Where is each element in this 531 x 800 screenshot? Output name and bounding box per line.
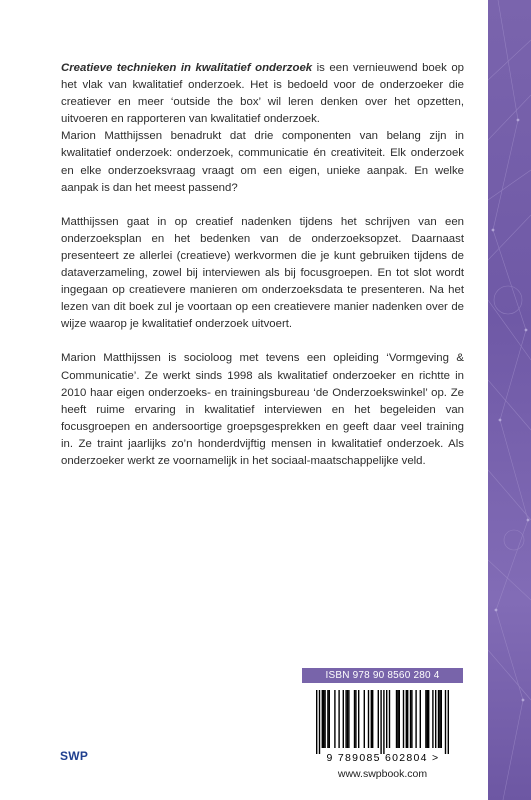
barcode-bar <box>420 690 421 748</box>
barcode-bar <box>316 690 317 754</box>
barcode-bar <box>348 690 349 748</box>
barcode-bar <box>427 690 428 748</box>
blurb-paragraph-content: Matthijssen gaat in op creatief nadenken tijdens het schrijven van een onderzoeksplan en het bedenken van de onderzoeksopzet. Daarnaast presenteert ze allerlei (creatieve) werkvormen die je kunt gebruiken tijdens de dataverzameling, zowel bij interviewen als bij focusgroepen. En tot slot wordt ingegaan op creatievere manieren om onderzoeksdata te presenteren. Na het lezen van dit boek zul je voortaan op een creatievere manier nadenken over de wijze waarop je kwalitatief onderzoek uitvoert. <box>61 215 464 331</box>
barcode-bar <box>380 690 381 754</box>
publisher-logo: SWP <box>60 749 89 763</box>
barcode-bar <box>345 690 346 748</box>
barcode-bar <box>334 690 335 748</box>
barcode-bar <box>338 690 339 748</box>
barcode-bar <box>410 690 411 748</box>
barcode-bar <box>403 690 404 748</box>
barcode-bar <box>438 690 439 748</box>
barcode-bar <box>435 690 436 748</box>
barcode-bar <box>347 690 348 748</box>
barcode-bar <box>439 690 440 748</box>
barcode-bar <box>425 690 426 748</box>
barcode-bar <box>415 690 416 748</box>
barcode-bar <box>428 690 429 748</box>
barcode-bar <box>407 690 408 748</box>
spine-band <box>488 0 531 800</box>
barcode-bar <box>319 690 320 754</box>
barcode-bar <box>399 690 400 748</box>
barcode-bar <box>327 690 328 748</box>
author-bio: Marion Matthijssen is socioloog met tevens een opleiding ‘Vormgeving & Communicatie’. Ze werkt sinds 1998 als kwalitatief onderzoeker en richtte in 2010 haar eigen onderzoeks- en trainingsbureau ‘de Onderzoekswinkel’ op. Ze heeft ruime ervaring in kwalitatief interviewen en het begeleiden van focusgroepen en andersoortige groepsgesprekken en geeft daar veel training in. Ze traint jaarlijks zo’n honderdvijftig mensen in kwalitatief onderzoek. Als onderzoeker werkt ze voornamelijk in het sociaal-maatschappelijke veld. <box>61 352 464 467</box>
barcode-bar <box>368 690 369 748</box>
spine-pattern <box>488 0 531 800</box>
barcode-bar <box>354 690 355 748</box>
barcode-bar <box>441 690 442 748</box>
isbn-label: ISBN 978 90 8560 280 4 <box>302 668 463 683</box>
barcode <box>302 686 464 766</box>
barcode-digits: 9 789085 602804 > <box>326 752 440 764</box>
barcode-bar <box>386 690 387 748</box>
barcode-bar <box>448 690 449 754</box>
barcode-bar <box>371 690 372 748</box>
barcode-bar <box>432 690 433 748</box>
barcode-bar <box>411 690 412 748</box>
barcode-bar <box>396 690 397 748</box>
blurb-paragraph-components: Marion Matthijssen benadrukt dat drie componenten van belang zijn in kwalitatief onderzoek: onderzoek, communicatie én creativiteit. Elk onderzoek en elke onderzoeksvraag vraagt om een eigen, unieke aanpak. En welke aanpak is dan het meest passend? <box>61 130 464 194</box>
barcode-bar <box>322 690 323 748</box>
barcode-bar <box>343 690 344 748</box>
barcode-bar <box>355 690 356 748</box>
barcode-bar <box>358 690 359 748</box>
barcode-bar <box>383 690 384 754</box>
barcode-bar <box>445 690 446 754</box>
barcode-bar <box>324 690 325 748</box>
barcode-bar <box>372 690 373 748</box>
barcode-bar <box>389 690 390 748</box>
blurb-intro-text: is een vernieuwend boek op het vlak van kwalitatief onderzoek. Het is bedoeld voor de onderzoeker die creatiever en meer ‘outside the box’ wil leren denken over het opzetten, uitvoeren en rapporteren van kwalitatief onderzoek. <box>61 62 464 126</box>
barcode-bar <box>364 690 365 748</box>
back-cover-blurb <box>61 60 464 470</box>
website-url: www.swpbook.com <box>337 768 428 780</box>
barcode-bar <box>397 690 398 748</box>
barcode-bar <box>323 690 324 748</box>
barcode-graphic <box>302 686 464 766</box>
barcode-bar <box>329 690 330 748</box>
barcode-bar <box>378 690 379 748</box>
barcode-bar <box>406 690 407 748</box>
book-title-inline: Creatieve technieken in kwalitatief onderzoek <box>61 62 313 74</box>
blurb-paragraph-intro <box>61 60 464 128</box>
